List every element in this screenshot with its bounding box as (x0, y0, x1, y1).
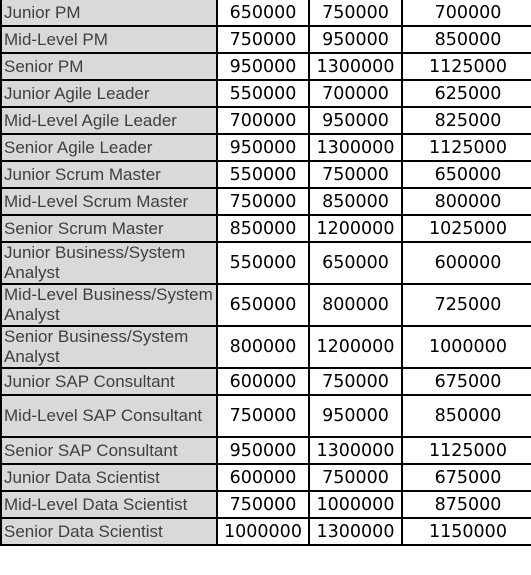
min-salary-cell: 550000 (217, 161, 309, 188)
role-cell: Junior Data Scientist (1, 464, 217, 491)
table-row (1, 188, 531, 215)
max-salary-cell: 750000 (309, 368, 402, 395)
role-cell: Junior Scrum Master (1, 161, 217, 188)
table-row (1, 107, 531, 134)
avg-salary-cell: 1000000 (402, 326, 531, 368)
max-salary-cell: 750000 (309, 464, 402, 491)
avg-salary-cell: 725000 (402, 284, 531, 326)
avg-salary-cell: 875000 (402, 491, 531, 518)
role-cell: Mid-Level Agile Leader (1, 107, 217, 134)
table-row (1, 134, 531, 161)
role-cell: Junior SAP Consultant (1, 368, 217, 395)
role-cell: Senior SAP Consultant (1, 437, 217, 464)
min-salary-cell: 550000 (217, 80, 309, 107)
avg-salary-cell: 1125000 (402, 437, 531, 464)
table-row (1, 215, 531, 242)
role-cell: Mid-Level SAP Consultant (1, 395, 217, 437)
table-row (1, 368, 531, 395)
salary-table-body (1, 0, 531, 545)
min-salary-cell: 750000 (217, 491, 309, 518)
avg-salary-cell: 700000 (402, 0, 531, 26)
min-salary-cell: 800000 (217, 326, 309, 368)
avg-salary-cell: 625000 (402, 80, 531, 107)
min-salary-cell: 700000 (217, 107, 309, 134)
table-row (1, 161, 531, 188)
table-row (1, 242, 531, 284)
table-row (1, 395, 531, 437)
max-salary-cell: 700000 (309, 80, 402, 107)
table-row (1, 518, 531, 545)
avg-salary-cell: 1125000 (402, 53, 531, 80)
table-row (1, 326, 531, 368)
role-cell: Mid-Level Scrum Master (1, 188, 217, 215)
max-salary-cell: 1200000 (309, 215, 402, 242)
table-row (1, 26, 531, 53)
role-cell: Junior Agile Leader (1, 80, 217, 107)
min-salary-cell: 950000 (217, 53, 309, 80)
table-row (1, 464, 531, 491)
table-row (1, 284, 531, 326)
table-row (1, 0, 531, 26)
role-cell: Mid-Level Business/System Analyst (1, 284, 217, 326)
max-salary-cell: 1300000 (309, 437, 402, 464)
avg-salary-cell: 800000 (402, 188, 531, 215)
role-cell: Senior PM (1, 53, 217, 80)
avg-salary-cell: 1125000 (402, 134, 531, 161)
max-salary-cell: 1000000 (309, 491, 402, 518)
avg-salary-cell: 675000 (402, 464, 531, 491)
role-cell: Senior Business/System Analyst (1, 326, 217, 368)
max-salary-cell: 1300000 (309, 134, 402, 161)
role-cell: Senior Data Scientist (1, 518, 217, 545)
max-salary-cell: 950000 (309, 395, 402, 437)
table-row (1, 53, 531, 80)
max-salary-cell: 800000 (309, 284, 402, 326)
table-row (1, 437, 531, 464)
max-salary-cell: 950000 (309, 107, 402, 134)
avg-salary-cell: 600000 (402, 242, 531, 284)
max-salary-cell: 1300000 (309, 53, 402, 80)
role-cell: Mid-Level PM (1, 26, 217, 53)
avg-salary-cell: 825000 (402, 107, 531, 134)
min-salary-cell: 750000 (217, 188, 309, 215)
avg-salary-cell: 850000 (402, 395, 531, 437)
avg-salary-cell: 1150000 (402, 518, 531, 545)
min-salary-cell: 1000000 (217, 518, 309, 545)
max-salary-cell: 850000 (309, 188, 402, 215)
min-salary-cell: 550000 (217, 242, 309, 284)
role-cell: Mid-Level Data Scientist (1, 491, 217, 518)
max-salary-cell: 950000 (309, 26, 402, 53)
min-salary-cell: 950000 (217, 134, 309, 161)
role-cell: Senior Agile Leader (1, 134, 217, 161)
max-salary-cell: 750000 (309, 0, 402, 26)
table-row (1, 80, 531, 107)
avg-salary-cell: 675000 (402, 368, 531, 395)
avg-salary-cell: 850000 (402, 26, 531, 53)
avg-salary-cell: 650000 (402, 161, 531, 188)
role-cell: Senior Scrum Master (1, 215, 217, 242)
min-salary-cell: 750000 (217, 26, 309, 53)
min-salary-cell: 850000 (217, 215, 309, 242)
role-cell: Junior PM (1, 0, 217, 26)
max-salary-cell: 1300000 (309, 518, 402, 545)
max-salary-cell: 1200000 (309, 326, 402, 368)
min-salary-cell: 650000 (217, 284, 309, 326)
max-salary-cell: 650000 (309, 242, 402, 284)
min-salary-cell: 950000 (217, 437, 309, 464)
table-row (1, 491, 531, 518)
avg-salary-cell: 1025000 (402, 215, 531, 242)
max-salary-cell: 750000 (309, 161, 402, 188)
min-salary-cell: 600000 (217, 464, 309, 491)
min-salary-cell: 650000 (217, 0, 309, 26)
min-salary-cell: 600000 (217, 368, 309, 395)
min-salary-cell: 750000 (217, 395, 309, 437)
role-cell: Junior Business/System Analyst (1, 242, 217, 284)
